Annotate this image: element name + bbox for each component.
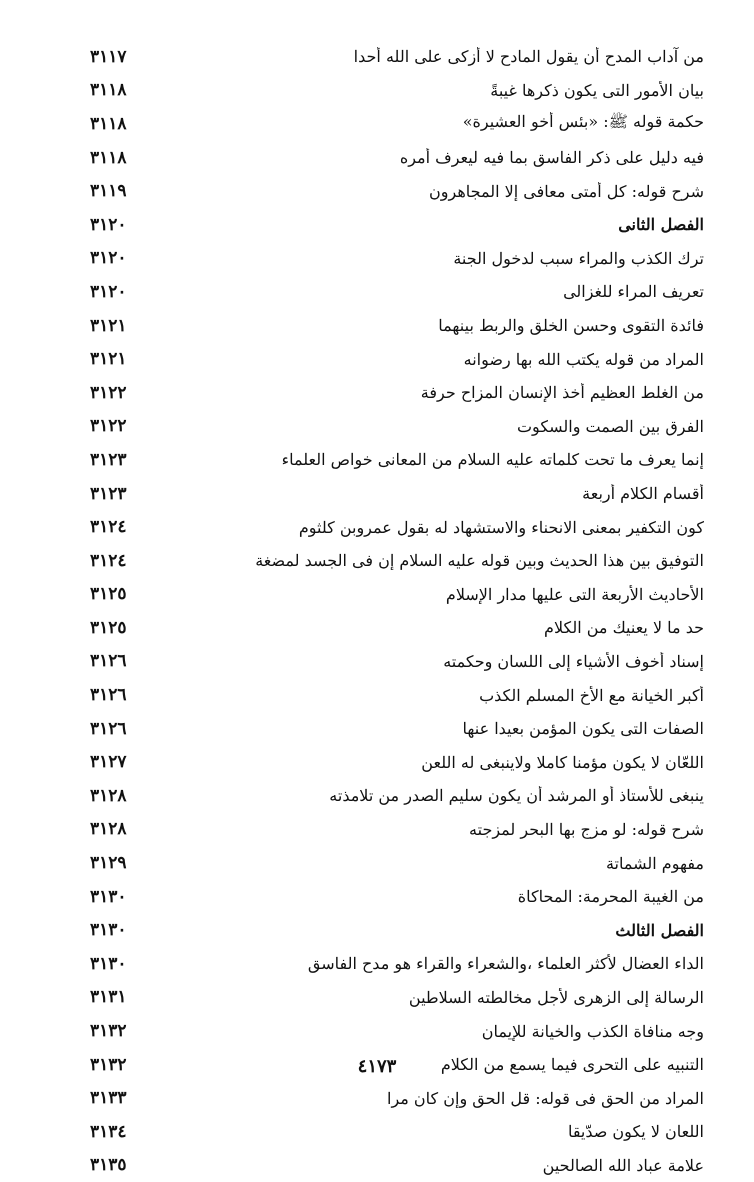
toc-entry-title: كون التكفير بمعنى الانحناء والاستشهاد له بقول عمروبن كلثوم [298,517,704,537]
toc-entry-page-number: ٣١٢٢ [90,382,127,403]
toc-entry [90,242,704,276]
toc-entry-title: شرح قوله: لو مزج بها البحر لمزجته [469,819,704,839]
toc-entry-page-number: ٣١٢١ [90,349,127,370]
toc-entry-title: ينبغى للأستاذ أو المرشد أن يكون سليم الصدر من تلامذته [329,786,704,806]
toc-entry [90,947,704,981]
toc-entry-page-number: ٣١٣١ [90,987,127,1008]
toc-entry-title: التوفيق بين هذا الحديث وبين قوله عليه السلام إن فى الجسد لمضغة [255,551,704,571]
toc-entry [90,745,704,779]
toc-entry-title: الرسالة إلى الزهرى لأجل مخالطته السلاطين [408,987,704,1007]
toc-entry-page-number: ٣١٢٨ [90,785,127,806]
toc-entry-title: حكمة قوله ﷺ: «بئس أخو العشيرة» [462,112,704,132]
toc-entry-page-number: ٣١٣٠ [90,920,127,941]
toc-entry [90,645,704,679]
toc-entry [90,813,704,847]
toc-entry [90,477,704,511]
toc-entry-page-number: ٣١٣٠ [90,886,127,907]
page-number: ٤١٧٣ [357,1056,397,1077]
toc-entry-page-number: ٣١٣٥ [90,1155,127,1176]
toc-entry [90,1014,704,1048]
toc-entry-title: حد ما لا يعنيك من الكلام [544,618,704,638]
toc-entry-page-number: ٣١٢٣ [90,483,127,504]
toc-entry-page-number: ٣١٢٦ [90,651,127,672]
toc-entry [90,342,704,376]
toc-entry [90,510,704,544]
toc-entry-page-number: ٣١٢٨ [90,819,127,840]
toc-entry-page-number: ٣١٢٤ [90,550,127,571]
toc-entry-page-number: ٣١٢٦ [90,718,127,739]
toc-entry [90,544,704,578]
toc-entry [90,1115,704,1149]
toc-entry [90,678,704,712]
toc-entry [90,376,704,410]
toc-entry-title: الفرق بين الصمت والسكوت [516,416,704,436]
toc-entry-title: اللعّان لا يكون مؤمنا كاملا ولاينبغى له اللعن [421,752,704,772]
toc-entry [90,880,704,914]
toc-entry-page-number: ٣١٢٠ [90,281,127,302]
toc-entry-page-number: ٣١٢٧ [90,752,127,773]
toc-entry-page-number: ٣١٣٢ [90,1054,127,1075]
table-of-contents [90,40,704,1182]
toc-entry-title: وجه منافاة الكذب والخيانة للإيمان [481,1021,704,1041]
toc-entry [90,1081,704,1115]
toc-entry-title: الصفات التى يكون المؤمن بعيدا عنها [462,719,704,739]
toc-entry-page-number: ٣١٣٤ [90,1121,127,1142]
toc-entry [90,779,704,813]
toc-entry-page-number: ٣١١٨ [90,113,127,134]
toc-entry-page-number: ٣١٢٩ [90,853,127,874]
toc-entry [90,107,704,141]
toc-entry-title: فائدة التقوى وحسن الخلق والربط بينهما [438,316,704,336]
toc-entry-title: الفصل الثالث [615,920,704,940]
toc-entry-page-number: ٣١٢٠ [90,214,127,235]
toc-entry [90,846,704,880]
toc-entry [90,1149,704,1182]
toc-entry-title: علامة عباد الله الصالحين [542,1155,704,1175]
toc-entry-title: إنما يعرف ما تحت كلماته عليه السلام من المعانى خواص العلماء [281,450,704,470]
toc-entry-title: أقسام الكلام أربعة [582,484,704,504]
toc-section-heading [90,208,704,242]
toc-entry-page-number: ٣١١٨ [90,80,127,101]
toc-entry-page-number: ٣١٣٠ [90,953,127,974]
toc-entry-page-number: ٣١٢٣ [90,449,127,470]
toc-entry-title: الداء العضال لأكثر العلماء ،والشعراء والقراء هو مدح الفاسق [307,954,704,974]
toc-entry-title: اللعان لا يكون صدّيقا [567,1122,704,1142]
toc-entry-title: مفهوم الشماتة [605,853,704,873]
toc-entry [90,174,704,208]
toc-entry-title: أكبر الخيانة مع الأخ المسلم الكذب [479,685,704,705]
toc-entry-page-number: ٣١٢٥ [90,584,127,605]
toc-entry-page-number: ٣١١٨ [90,147,127,168]
toc-entry [90,275,704,309]
toc-entry-title: ترك الكذب والمراء سبب لدخول الجنة [453,248,704,268]
toc-entry-page-number: ٣١١٧ [90,46,127,67]
toc-entry-title: فيه دليل على ذكر الفاسق بما فيه ليعرف أمره [399,148,704,168]
toc-entry [90,578,704,612]
toc-entry-page-number: ٣١٢٦ [90,685,127,706]
toc-entry [90,981,704,1015]
toc-section-heading [90,913,704,947]
toc-entry [90,141,704,175]
toc-entry-title: شرح قوله: كل أمتى معافى إلا المجاهرون [429,181,704,201]
toc-entry [90,443,704,477]
toc-entry [90,712,704,746]
toc-entry-title: المراد من الحق فى قوله: قل الحق وإن كان مرا [387,1088,704,1108]
toc-entry-title: بيان الأمور التى يكون ذكرها غيبةً [490,80,704,100]
toc-entry [90,74,704,108]
toc-entry-page-number: ٣١٢١ [90,315,127,336]
toc-entry-title: التنبيه على التحرى فيما يسمع من الكلام [440,1055,704,1075]
toc-entry [90,40,704,74]
toc-entry-page-number: ٣١٣٢ [90,1021,127,1042]
toc-entry-title: تعريف المراء للغزالى [563,282,704,302]
toc-entry-page-number: ٣١٢٥ [90,617,127,638]
toc-entry-title: إسناد أخوف الأشياء إلى اللسان وحكمته [443,651,704,671]
toc-entry-page-number: ٣١٢٢ [90,416,127,437]
toc-entry [90,611,704,645]
toc-entry-title: المراد من قوله يكتب الله بها رضوانه [463,349,704,369]
toc-entry-page-number: ٣١١٩ [90,181,127,202]
toc-entry-title: من الغلط العظيم أخذ الإنسان المزاح حرفة [420,383,704,403]
toc-entry-title: الأحاديث الأربعة التى عليها مدار الإسلام [445,584,704,604]
toc-entry-page-number: ٣١٣٣ [90,1088,127,1109]
toc-entry [90,309,704,343]
toc-entry-title: الفصل الثانى [618,215,704,235]
toc-entry-page-number: ٣١٢٠ [90,248,127,269]
toc-entry-page-number: ٣١٢٤ [90,517,127,538]
toc-entry-title: من الغيبة المحرمة: المحاكاة [517,887,704,907]
toc-entry [90,410,704,444]
toc-entry-title: من آداب المدح أن يقول المادح لا أزكى على الله أحدا [353,47,704,67]
